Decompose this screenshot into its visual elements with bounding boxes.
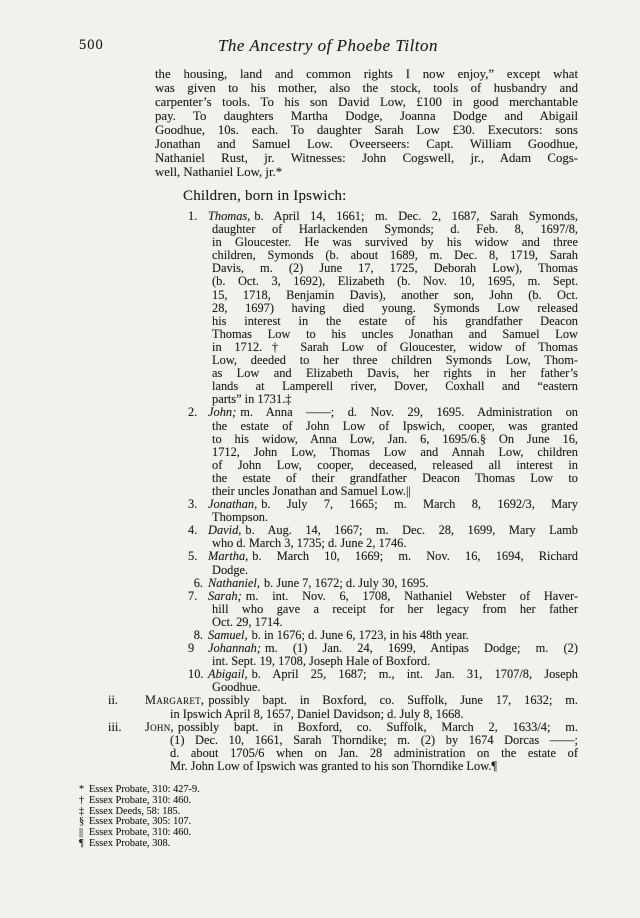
text-line: lands at Lamperell river, Dover, Coxhall and “eastern — [212, 379, 578, 394]
text-line: b. March 10, 1669; m. Nov. 16, 1694, Richard — [252, 549, 578, 564]
page-number: 500 — [79, 37, 104, 53]
text-line: the housing, land and common rights I now enjoy,” except what — [155, 67, 578, 81]
footnote-symbol: * — [79, 783, 85, 795]
text-line: in Ipswich April 8, 1657, Daniel Davidson; d. July 8, 1668. — [170, 706, 464, 721]
text-line: children, Symonds (b. about 1689, m. Dec. 8, 1719, Sarah — [212, 248, 578, 263]
text-line: m. (1) Jan. 24, 1699, Antipas Dodge; m. (2) — [265, 641, 578, 656]
entry-first-line — [188, 549, 578, 564]
footnote-symbol: † — [79, 794, 85, 806]
text-line: pay. To daughters Martha Dodge, Joanna Dodge and Abigail — [155, 109, 578, 123]
text-line: Oct. 29, 1714. — [212, 614, 283, 629]
text-line: b. July 7, 1665; m. March 8, 1692/3, Mary — [261, 497, 578, 512]
children-list — [188, 210, 578, 694]
entry-first-line — [188, 588, 578, 603]
text-line: as Low and Elizabeth Davis, her rights in her father’s — [212, 366, 578, 381]
page-content — [0, 67, 640, 850]
item-number: 3. — [188, 497, 198, 512]
person-name: Thomas, — [208, 209, 251, 223]
item-number: 5. — [188, 549, 198, 564]
text-line: daughter of Harlackenden Symonds; d. Feb. 8, 1697/8, — [212, 222, 578, 237]
text-line: the estate of their grandfather Deacon Thomas Low to — [212, 470, 578, 485]
person-name: Johannah; — [208, 641, 261, 656]
person-name: Jonathan, — [208, 497, 258, 512]
child-item — [188, 406, 578, 498]
sibling-item — [108, 721, 578, 774]
text-line: Dodge. — [212, 562, 249, 577]
text-line: 1712, John Low, Thomas Low and Annah Low, children — [212, 444, 578, 459]
footnote-text: Essex Probate, 310: 460. — [89, 827, 192, 839]
child-item — [188, 550, 578, 576]
footnote-symbol: § — [79, 816, 85, 828]
text-line: Nathaniel Rust, jr. Witnesses: John Cogswell, jr., Adam Cogs- — [155, 151, 578, 165]
text-line: 15, 1718, Benjamin Davis), another son, John (b. Oct. — [212, 287, 578, 302]
text-line: (b. Oct. 3, 1692), Elizabeth (b. Nov. 10, 1695, m. Sept. — [212, 274, 578, 289]
page-title: The Ancestry of Phoebe Tilton — [217, 36, 439, 55]
page-header — [0, 36, 640, 60]
item-number: iii. — [108, 719, 122, 734]
text-line: int. Sept. 19, 1708, Joseph Hale of Boxford. — [212, 654, 431, 669]
item-number: 1. — [188, 209, 198, 223]
text-line: b. in 1676; d. June 6, 1723, in his 48th year. — [251, 628, 469, 642]
text-line: in 1712.† Sarah Low of Gloucester, widow of Thomas — [212, 339, 578, 354]
child-item — [188, 498, 578, 524]
text-line: Mr. John Low of Ipswich was granted to his son Thorndike Low.¶ — [170, 759, 498, 774]
person-name: Nathaniel, — [208, 575, 260, 590]
text-line: his interest in the estate of his grandfather Deacon — [212, 313, 578, 328]
person-name: Margaret, — [145, 693, 205, 708]
footnote-text: Essex Probate, 308. — [89, 838, 171, 850]
child-item — [188, 210, 578, 406]
text-line: Goodhue, 10s. each. To daughter Sarah Low £30. Executors: sons — [155, 123, 578, 137]
sibling-list — [108, 694, 578, 773]
footnote-text: Essex Probate, 305: 107. — [89, 816, 192, 828]
text-line: Davis, m. (2) June 17, 1725, Deborah Low), Thomas — [212, 261, 578, 276]
text-line: Low, deeded to her three children Symonds Low, Thom- — [212, 353, 578, 368]
child-item — [188, 524, 578, 550]
text-line: possibly bapt. in Boxford, co. Suffolk, March 2, 1633/4; m. — [177, 719, 578, 734]
text-line: 28, 1697) having died young. Symonds Low released — [212, 300, 578, 315]
text-line: who d. March 3, 1735; d. June 2, 1746. — [212, 536, 407, 551]
entry-first-line — [108, 693, 578, 708]
footnote-symbol: ¶ — [79, 838, 84, 850]
person-name: John, — [145, 719, 174, 734]
text-line: in Gloucester. He was survived by his widow and three — [212, 235, 578, 250]
text-line: m. int. Nov. 6, 1708, Nathaniel Webster of Haver- — [245, 588, 578, 603]
entry-first-line — [188, 667, 578, 682]
footnote-symbol: || — [79, 827, 84, 839]
entry-first-line — [188, 405, 578, 420]
text-line: Thomas Low to his uncles Jonathan and Samuel Low — [212, 326, 578, 341]
person-name: David, — [208, 523, 242, 538]
text-line: Goodhue. — [212, 680, 261, 695]
child-item — [188, 642, 578, 668]
item-number: ii. — [108, 693, 118, 708]
text-line: Jonathan and Samuel Low. Oveerseers: Capt. William Goodhue, — [155, 137, 578, 151]
footnote-text: Essex Probate, 310: 427-9. — [89, 783, 200, 795]
person-name: Sarah; — [208, 588, 242, 603]
intro-paragraph — [155, 67, 578, 179]
item-number: 10. — [188, 667, 204, 682]
text-line: hill who gave a receipt for her legacy from her father — [212, 601, 578, 616]
text-line: well, Nathaniel Low, jr.* — [155, 165, 283, 179]
text-line: was given to his mother, also the stock, tools of husbandry and — [155, 81, 578, 95]
text-line: b. Aug. 14, 1667; m. Dec. 28, 1699, Mary Lamb — [245, 523, 578, 538]
item-number: 4. — [188, 523, 198, 538]
text-line: b. April 14, 1661; m. Dec. 2, 1687, Sarah Symonds, — [254, 209, 578, 223]
person-name: Abigail, — [208, 667, 248, 682]
footnote-item — [79, 839, 640, 850]
text-line: d. about 1705/6 when on Jan. 28 administration on the estate of — [170, 746, 578, 761]
person-name: Martha, — [208, 549, 249, 564]
item-number: 7. — [188, 588, 198, 603]
footnotes — [79, 785, 640, 850]
text-line: the estate of John Low of Ipswich, cooper, was granted — [212, 418, 578, 433]
person-name: Samuel, — [208, 628, 248, 642]
child-item — [188, 668, 578, 694]
item-number: 2. — [188, 405, 198, 420]
item-number: 6. — [193, 575, 203, 590]
footnote-text: Essex Probate, 310: 460. — [89, 794, 192, 806]
text-line: Thompson. — [212, 510, 269, 525]
text-line: (1) Dec. 10, 1661, Sarah Thorndike; m. (2) by 1674 Dorcas ——; — [170, 733, 578, 748]
footnote-text: Essex Deeds, 58: 185. — [89, 805, 181, 817]
child-item — [188, 590, 578, 629]
text-line: b. June 7, 1672; d. July 30, 1695. — [263, 575, 429, 590]
text-line: parts” in 1731.‡ — [212, 392, 292, 407]
footnote-symbol: ‡ — [79, 805, 85, 817]
person-name: John; — [208, 405, 237, 420]
text-line: carpenter’s tools. To his son David Low, £100 in good merchantable — [155, 95, 578, 109]
text-line: m. Anna ——; d. Nov. 29, 1695. Administration on — [240, 405, 578, 420]
text-line: to his widow, Anna Low, Jan. 6, 1695/6.§ On June 16, — [212, 431, 578, 446]
children-heading: Children, born in Ipswich: — [183, 188, 347, 204]
item-number: 9 — [188, 641, 195, 656]
text-line: their uncles Jonathan and Samuel Low.|| — [212, 483, 411, 498]
sibling-item — [108, 694, 578, 720]
item-number: 8. — [193, 628, 203, 642]
text-line: possibly bapt. in Boxford, co. Suffolk, June 17, 1632; m. — [208, 693, 578, 708]
text-line: b. April 25, 1687; m., int. Jan. 31, 1707/8, Joseph — [251, 667, 578, 682]
text-line: of John Low, cooper, deceased, released all interest in — [212, 457, 578, 472]
